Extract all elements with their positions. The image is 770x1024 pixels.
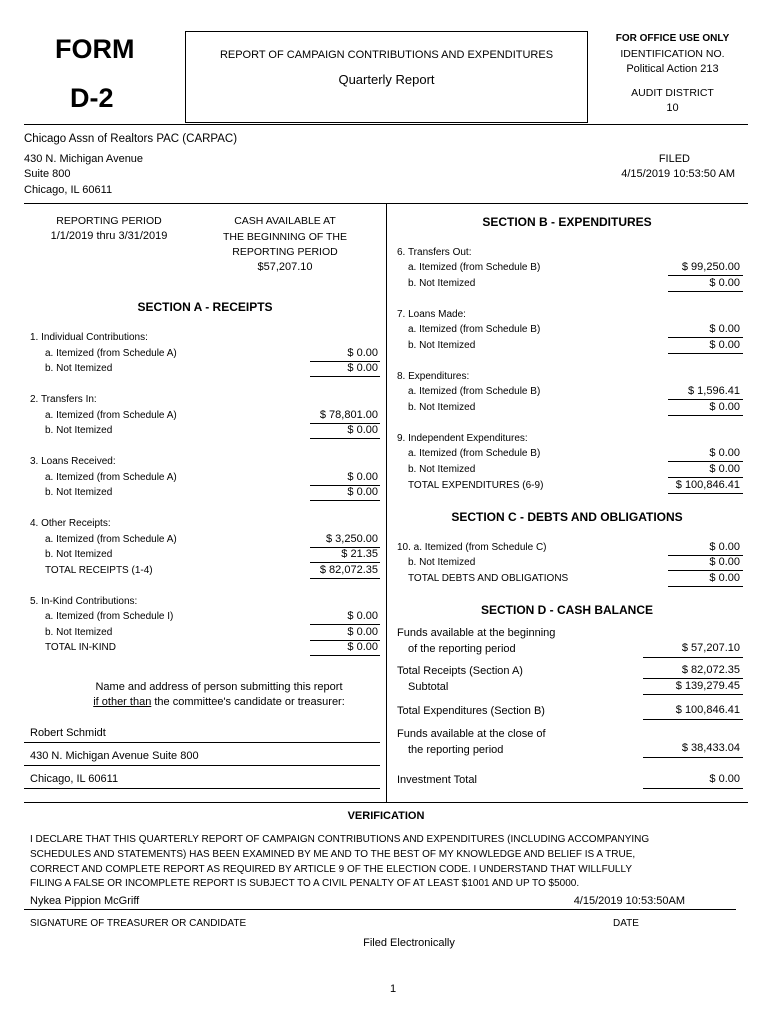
total-exp-d-underline — [643, 719, 743, 720]
ind-b-label: b. Not Itemized — [45, 363, 113, 374]
reporting-period-value: 1/1/2019 thru 3/31/2019 — [50, 230, 168, 242]
ie-a-amount: $ 0.00 — [709, 447, 740, 459]
loan-b-label: b. Not Itemized — [45, 487, 113, 498]
filed-label: FILED — [658, 153, 690, 165]
tout-a-label: a. Itemized (from Schedule B) — [408, 262, 541, 273]
tout-a-amount: $ 99,250.00 — [681, 261, 740, 273]
oth-a-amount: $ 3,250.00 — [326, 533, 378, 545]
submitter-caption2-rest: the committee's candidate or treasurer: — [151, 696, 345, 708]
ind-a-label: a. Itemized (from Schedule A) — [45, 348, 177, 359]
tout-label: 6. Transfers Out: — [397, 247, 472, 258]
receipts-amount: $ 82,072.35 — [681, 664, 740, 676]
sign-date: 4/15/2019 10:53:50AM — [573, 895, 685, 907]
ink-b-amount: $ 0.00 — [347, 626, 378, 638]
tin-a-amount: $ 78,801.00 — [319, 409, 378, 421]
reporting-period-label: REPORTING PERIOD — [56, 215, 162, 227]
invest-underline — [643, 788, 743, 789]
tin-b-underline — [310, 438, 380, 439]
submitter-address: 430 N. Michigan Avenue Suite 800 — [30, 750, 199, 762]
ie-label: 9. Independent Expenditures: — [397, 433, 528, 444]
subtotal-label: Subtotal — [408, 681, 449, 693]
office-use-label: FOR OFFICE USE ONLY — [615, 33, 730, 44]
exp-label: 8. Expenditures: — [397, 371, 470, 382]
id-label: IDENTIFICATION NO. — [620, 48, 725, 60]
lm-b-amount: $ 0.00 — [709, 339, 740, 351]
total-receipts-label: TOTAL RECEIPTS (1-4) — [45, 565, 153, 576]
column-divider — [386, 203, 387, 802]
oth-label: 4. Other Receipts: — [30, 518, 111, 529]
ie-b-underline — [668, 477, 743, 478]
ink-label: 5. In-Kind Contributions: — [30, 596, 138, 607]
subtotal-amount: $ 139,279.45 — [675, 680, 740, 692]
lm-a-underline — [668, 337, 743, 338]
submitter-name-underline — [24, 742, 380, 743]
ink-total-underline — [310, 655, 380, 656]
tout-b-underline — [668, 291, 743, 292]
cash-available-line1: CASH AVAILABLE AT — [234, 215, 336, 227]
ind-b-amount: $ 0.00 — [347, 362, 378, 374]
committee-address1: 430 N. Michigan Avenue — [24, 153, 144, 165]
exp-a-label: a. Itemized (from Schedule B) — [408, 386, 541, 397]
exp-a-underline — [668, 399, 743, 400]
debt-a-amount: $ 0.00 — [709, 541, 740, 553]
exp-b-amount: $ 0.00 — [709, 401, 740, 413]
signature-label: SIGNATURE OF TREASURER OR CANDIDATE — [30, 918, 247, 929]
cash-available-value: $57,207.10 — [257, 261, 313, 273]
lm-b-underline — [668, 353, 743, 354]
tin-b-label: b. Not Itemized — [45, 425, 113, 436]
verification-text3: CORRECT AND COMPLETE REPORT AS REQUIRED BY ARTICLE 9 OF THE ELECTION CODE. I UNDERSTAND THAT WILLFULLY — [30, 864, 632, 875]
tin-label: 2. Transfers In: — [30, 394, 97, 405]
signature-underline — [24, 909, 736, 910]
audit-label: AUDIT DISTRICT — [631, 87, 714, 99]
invest-amount: $ 0.00 — [709, 773, 740, 785]
oth-b-amount: $ 21.35 — [341, 548, 378, 560]
exp-a-amount: $ 1,596.41 — [688, 385, 740, 397]
ind-a-amount: $ 0.00 — [347, 347, 378, 359]
section-b-title: SECTION B - EXPENDITURES — [482, 215, 652, 229]
filed-datetime: 4/15/2019 10:53:50 AM — [621, 168, 735, 180]
lm-a-amount: $ 0.00 — [709, 323, 740, 335]
verification-divider — [24, 802, 748, 803]
tout-a-underline — [668, 275, 743, 276]
ie-b-label: b. Not Itemized — [408, 464, 476, 475]
oth-a-label: a. Itemized (from Schedule A) — [45, 534, 177, 545]
section-d-title: SECTION D - CASH BALANCE — [480, 603, 653, 617]
submitter-caption2 — [24, 696, 414, 708]
debt-total-label: TOTAL DEBTS AND OBLIGATIONS — [408, 573, 569, 584]
ink-a-label: a. Itemized (from Schedule I) — [45, 611, 174, 622]
loan-b-underline — [310, 500, 380, 501]
submitter-city: Chicago, IL 60611 — [30, 773, 119, 785]
close-label1: Funds available at the close of — [397, 728, 546, 740]
tout-b-label: b. Not Itemized — [408, 278, 476, 289]
tin-a-label: a. Itemized (from Schedule A) — [45, 410, 177, 421]
verification-title: VERIFICATION — [347, 810, 425, 822]
tin-b-amount: $ 0.00 — [347, 424, 378, 436]
receipts-label: Total Receipts (Section A) — [397, 665, 523, 677]
ie-b-amount: $ 0.00 — [709, 463, 740, 475]
lm-a-label: a. Itemized (from Schedule B) — [408, 324, 541, 335]
total-exp-label: TOTAL EXPENDITURES (6-9) — [408, 480, 544, 491]
committee-address2: Suite 800 — [24, 168, 71, 180]
ink-a-amount: $ 0.00 — [347, 610, 378, 622]
id-value: Political Action 213 — [626, 63, 719, 75]
exp-b-underline — [668, 415, 743, 416]
loan-a-amount: $ 0.00 — [347, 471, 378, 483]
verification-text4: FILING A FALSE OR INCOMPLETE REPORT IS SUBJECT TO A CIVIL PENALTY OF AT LEAST $1001 AND UP TO $5000. — [30, 878, 580, 889]
debt-total-amount: $ 0.00 — [709, 572, 740, 584]
report-title: REPORT OF CAMPAIGN CONTRIBUTIONS AND EXPENDITURES — [219, 49, 554, 61]
form-word: FORM — [55, 34, 135, 64]
audit-value: 10 — [666, 102, 679, 114]
begin-amount: $ 57,207.10 — [681, 642, 740, 654]
ie-a-label: a. Itemized (from Schedule B) — [408, 448, 541, 459]
cash-available-line2: THE BEGINNING OF THE — [222, 231, 348, 243]
invest-label: Investment Total — [397, 774, 477, 786]
submitter-address-underline — [24, 765, 380, 766]
debt-b-underline — [668, 570, 743, 571]
begin-underline — [643, 657, 743, 658]
ink-total-amount: $ 0.00 — [347, 641, 378, 653]
section-a-title: SECTION A - RECEIPTS — [137, 300, 273, 314]
submitter-caption1: Name and address of person submitting this report — [95, 681, 343, 693]
verification-text1: I DECLARE THAT THIS QUARTERLY REPORT OF CAMPAIGN CONTRIBUTIONS AND EXPENDITURES (INCLUDING ACCOMPANYING — [30, 834, 650, 845]
oth-b-label: b. Not Itemized — [45, 549, 113, 560]
signer-name: Nykea Pippion McGriff — [30, 895, 140, 907]
loan-b-amount: $ 0.00 — [347, 486, 378, 498]
lm-b-label: b. Not Itemized — [408, 340, 476, 351]
begin-label2: of the reporting period — [408, 643, 516, 655]
close-underline — [643, 757, 743, 758]
committee-address3: Chicago, IL 60611 — [24, 184, 113, 196]
submitter-city-underline — [24, 788, 380, 789]
oth-b-underline — [310, 562, 380, 563]
page-number: 1 — [389, 983, 397, 995]
subtotal-underline — [643, 694, 743, 695]
debt-b-amount: $ 0.00 — [709, 556, 740, 568]
ie-a-underline — [668, 461, 743, 462]
debt-a-label: 10. a. Itemized (from Schedule C) — [397, 542, 547, 553]
committee-name: Chicago Assn of Realtors PAC (CARPAC) — [24, 133, 238, 145]
ind-label: 1. Individual Contributions: — [30, 332, 148, 343]
header-divider — [24, 124, 748, 125]
total-exp-underline — [668, 493, 743, 494]
report-type: Quarterly Report — [338, 72, 435, 87]
loan-label: 3. Loans Received: — [30, 456, 116, 467]
ink-b-label: b. Not Itemized — [45, 627, 113, 638]
section-c-title: SECTION C - DEBTS AND OBLIGATIONS — [451, 510, 683, 524]
filed-electronically: Filed Electronically — [363, 937, 455, 949]
ind-b-underline — [310, 376, 380, 377]
begin-label1: Funds available at the beginning — [397, 627, 556, 639]
debt-total-underline — [668, 586, 743, 587]
loan-a-label: a. Itemized (from Schedule A) — [45, 472, 177, 483]
tout-b-amount: $ 0.00 — [709, 277, 740, 289]
form-number: D-2 — [70, 83, 114, 113]
submitter-caption2-underlined: if other than — [93, 696, 152, 708]
date-label: DATE — [613, 918, 639, 929]
ink-total-label: TOTAL IN-KIND — [45, 642, 116, 653]
total-exp-d-label: Total Expenditures (Section B) — [397, 705, 545, 717]
total-receipts-underline — [310, 578, 380, 579]
total-exp-amount: $ 100,846.41 — [675, 479, 740, 491]
exp-b-label: b. Not Itemized — [408, 402, 476, 413]
submitter-name: Robert Schmidt — [30, 727, 106, 739]
close-label2: the reporting period — [408, 744, 504, 756]
ink-a-underline — [310, 624, 380, 625]
total-exp-d-amount: $ 100,846.41 — [675, 704, 740, 716]
total-receipts-amount: $ 82,072.35 — [319, 564, 378, 576]
debt-b-label: b. Not Itemized — [408, 557, 476, 568]
close-amount: $ 38,433.04 — [681, 742, 740, 754]
receipts-underline — [643, 678, 743, 679]
cash-available-line3: REPORTING PERIOD — [232, 246, 338, 258]
lm-label: 7. Loans Made: — [397, 309, 466, 320]
verification-text2: SCHEDULES AND STATEMENTS) HAS BEEN EXAMINED BY ME AND TO THE BEST OF MY KNOWLEDGE AND BELIEF IS A TRUE, — [30, 849, 636, 860]
